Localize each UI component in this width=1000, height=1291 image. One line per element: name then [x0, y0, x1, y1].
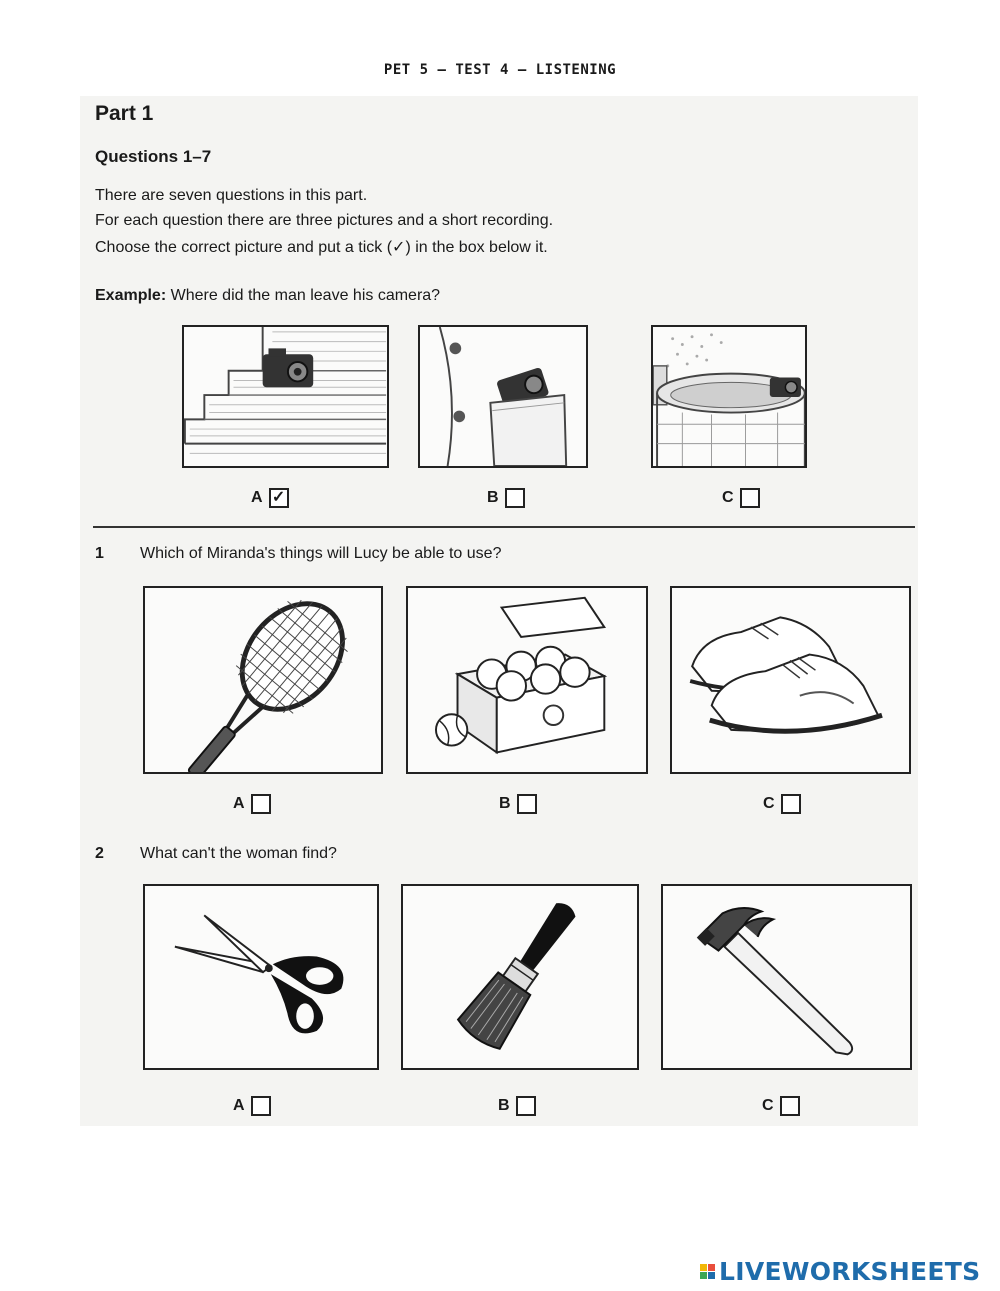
example-option-a [251, 488, 289, 508]
question1-option-c [763, 794, 801, 814]
logo-mark-icon [700, 1264, 715, 1279]
question2-option-c [762, 1096, 800, 1116]
camera-on-fountain-icon [651, 325, 807, 468]
logo-square [708, 1264, 715, 1271]
answer-checkbox[interactable] [780, 1096, 800, 1116]
question-number: 1 [95, 545, 104, 562]
answer-checkbox[interactable] [740, 488, 760, 508]
paintbrush-icon [401, 884, 639, 1070]
question-text: Which of Miranda's things will Lucy be able to use? [140, 545, 502, 562]
option-letter: A [251, 489, 263, 506]
instruction-line: There are seven questions in this part. [95, 187, 368, 204]
example-question [95, 287, 440, 305]
hammer-icon [661, 884, 912, 1070]
question1-option-a [233, 794, 271, 814]
camera-in-pocket-icon [418, 325, 588, 468]
answer-checkbox[interactable]: ✓ [269, 488, 289, 508]
option-letter: C [722, 489, 734, 506]
answer-checkbox[interactable] [505, 488, 525, 508]
answer-checkbox[interactable] [251, 794, 271, 814]
option-letter: B [498, 1097, 510, 1114]
box-of-tennis-balls-icon [406, 586, 648, 774]
part-title: Part 1 [95, 102, 154, 125]
option-letter: A [233, 1097, 245, 1114]
option-letter: B [499, 795, 511, 812]
example-label: Example: [95, 287, 167, 304]
trainers-icon [670, 586, 911, 774]
option-letter: C [763, 795, 775, 812]
option-letter: C [762, 1097, 774, 1114]
answer-checkbox[interactable] [781, 794, 801, 814]
logo-square [700, 1272, 707, 1279]
logo-text: LIVEWORKSHEETS [719, 1257, 981, 1286]
example-option-b [487, 488, 525, 508]
option-letter: A [233, 795, 245, 812]
question-text: What can't the woman find? [140, 845, 337, 862]
example-question-text: Where did the man leave his camera? [170, 287, 441, 304]
logo-square [700, 1264, 707, 1271]
instruction-line: Choose the correct picture and put a tick (✓) in the box below it. [95, 239, 548, 256]
question2-option-a [233, 1096, 271, 1116]
example-option-c [722, 488, 760, 508]
option-letter: B [487, 489, 499, 506]
worksheet-title: PET 5 – TEST 4 – LISTENING [383, 62, 617, 78]
instruction-line: For each question there are three pictures and a short recording. [95, 212, 554, 229]
camera-on-steps-icon [182, 325, 389, 468]
answer-checkbox[interactable] [516, 1096, 536, 1116]
section-divider [93, 526, 915, 528]
answer-checkbox[interactable] [251, 1096, 271, 1116]
question2-option-b [498, 1096, 536, 1116]
scissors-icon [143, 884, 379, 1070]
logo-square [708, 1272, 715, 1279]
answer-checkbox[interactable] [517, 794, 537, 814]
questions-title: Questions 1–7 [95, 147, 212, 166]
question-number: 2 [95, 845, 104, 862]
tennis-racket-icon [143, 586, 383, 774]
liveworksheets-logo[interactable] [700, 1257, 980, 1286]
question1-option-b [499, 794, 537, 814]
